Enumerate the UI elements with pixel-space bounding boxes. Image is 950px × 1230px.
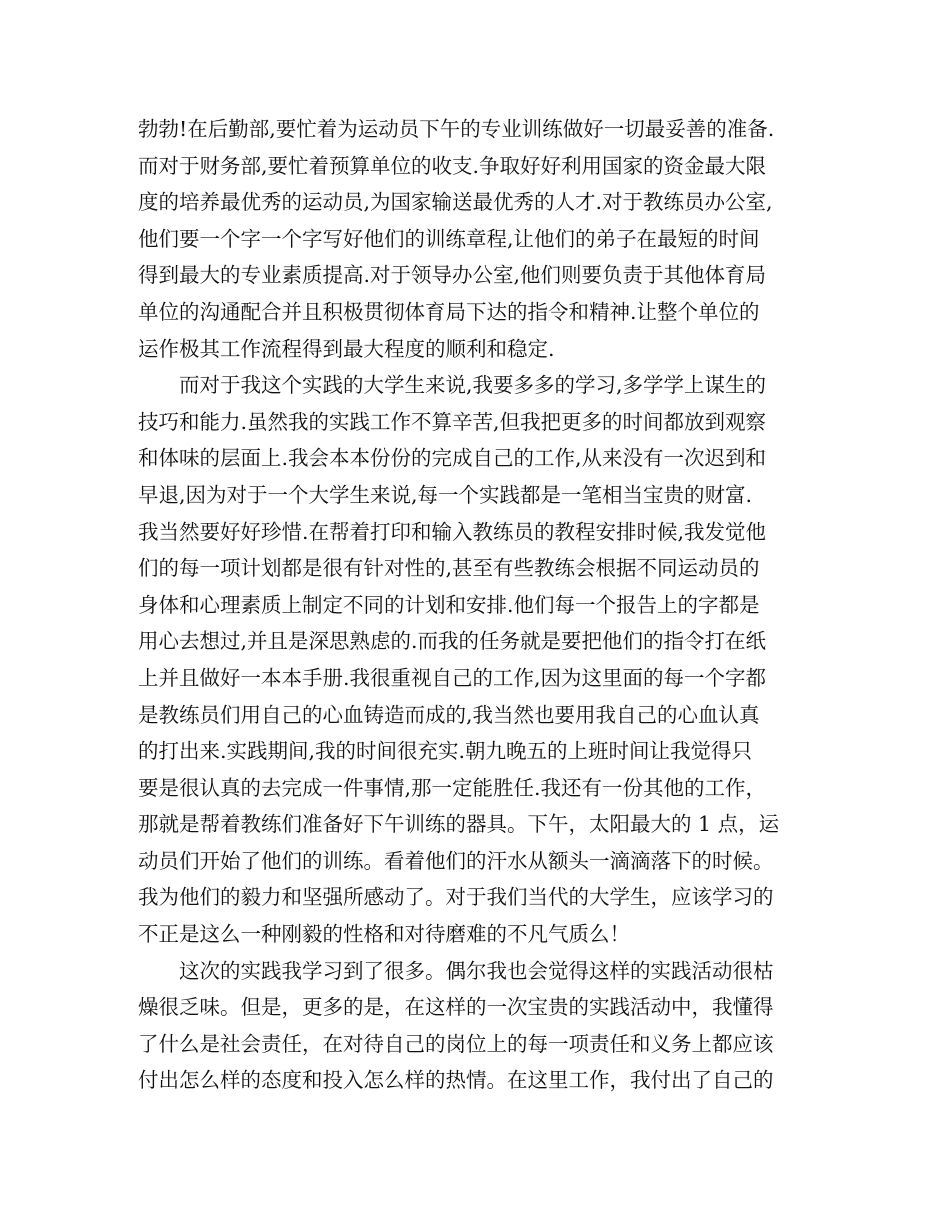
text-line: 勃勃!在后勤部,要忙着为运动员下午的专业训练做好一切最妥善的准备. (138, 117, 775, 141)
text-line: 的打出来.实践期间,我的时间很充实.朝九晚五的上班时间让我觉得只 (138, 739, 753, 764)
text-line: 技巧和能力.虽然我的实践工作不算辛苦,但我把更多的时间都放到观察 (138, 409, 767, 434)
text-line: 和体味的层面上.我会本本份份的完成自己的工作,从来没有一次迟到和 (138, 446, 767, 471)
text-line: 是教练员们用自己的心血铸造而成的,我当然也要用我自己的心血认真 (138, 702, 760, 727)
text-line: 度的培养最优秀的运动员,为国家输送最优秀的人才.对于教练员办公室, (138, 190, 773, 215)
text-line: 我当然要好好珍惜.在帮着打印和输入教练员的教程安排时候,我发觉他 (138, 519, 767, 544)
text-line: 不正是这么一种刚毅的性格和对待磨难的不凡气质么！ (138, 922, 630, 947)
text-line: 了什么是社会责任，在对待自己的岗位上的每一项责任和义务上都应该 (138, 1031, 774, 1056)
text-line: 而对于财务部,要忙着预算单位的收支.争取好好利用国家的资金最大限 (138, 153, 767, 178)
text-line: 身体和心理素质上制定不同的计划和安排.他们每一个报告上的字都是 (138, 592, 760, 617)
paragraph (138, 367, 818, 953)
text-line: 这次的实践我学习到了很多。偶尔我也会觉得这样的实践活动很枯 (179, 958, 774, 983)
text-line: 运作极其工作流程得到最大程度的顺利和稳定. (138, 336, 555, 361)
text-line: 而对于我这个实践的大学生来说,我要多多的学习,多学学上谋生的 (179, 373, 767, 398)
text-line: 们的每一项计划都是很有针对性的,甚至有些教练会根据不同运动员的 (138, 556, 760, 581)
text-line: 燥很乏味。但是，更多的是，在这样的一次宝贵的实践活动中，我懂得 (138, 995, 774, 1020)
text-line: 那就是帮着教练们准备好下午训练的器具。下午，太阳最大的 1 点，运 (138, 812, 780, 837)
text-line: 用心去想过,并且是深思熟虑的.而我的任务就是要把他们的指令打在纸 (138, 629, 767, 654)
text-line: 上并且做好一本本手册.我很重视自己的工作,因为这里面的每一个字都 (138, 665, 767, 690)
text-line: 他们要一个字一个字写好他们的训练章程,让他们的弟子在最短的时间 (138, 226, 760, 251)
text-line: 早退,因为对于一个大学生来说,每一个实践都是一笔相当宝贵的财富. (138, 482, 753, 507)
text-line: 要是很认真的去完成一件事情,那一定能胜任.我还有一份其他的工作， (138, 775, 767, 800)
text-line: 单位的沟通配合并且积极贯彻体育局下达的指令和精神.让整个单位的 (138, 299, 760, 324)
text-line: 付出怎么样的态度和投入怎么样的热情。在这里工作，我付出了自己的 (138, 1068, 774, 1093)
text-line: 我为他们的毅力和坚强所感动了。对于我们当代的大学生，应该学习的 (138, 885, 774, 910)
paragraph (138, 953, 818, 1099)
text-line: 得到最大的专业素质提高.对于领导办公室,他们则要负责于其他体育局 (138, 263, 767, 288)
body-text (138, 111, 818, 1099)
text-line: 动员们开始了他们的训练。看着他们的汗水从额头一滴滴落下的时候。 (138, 848, 774, 873)
paragraph (138, 111, 818, 367)
